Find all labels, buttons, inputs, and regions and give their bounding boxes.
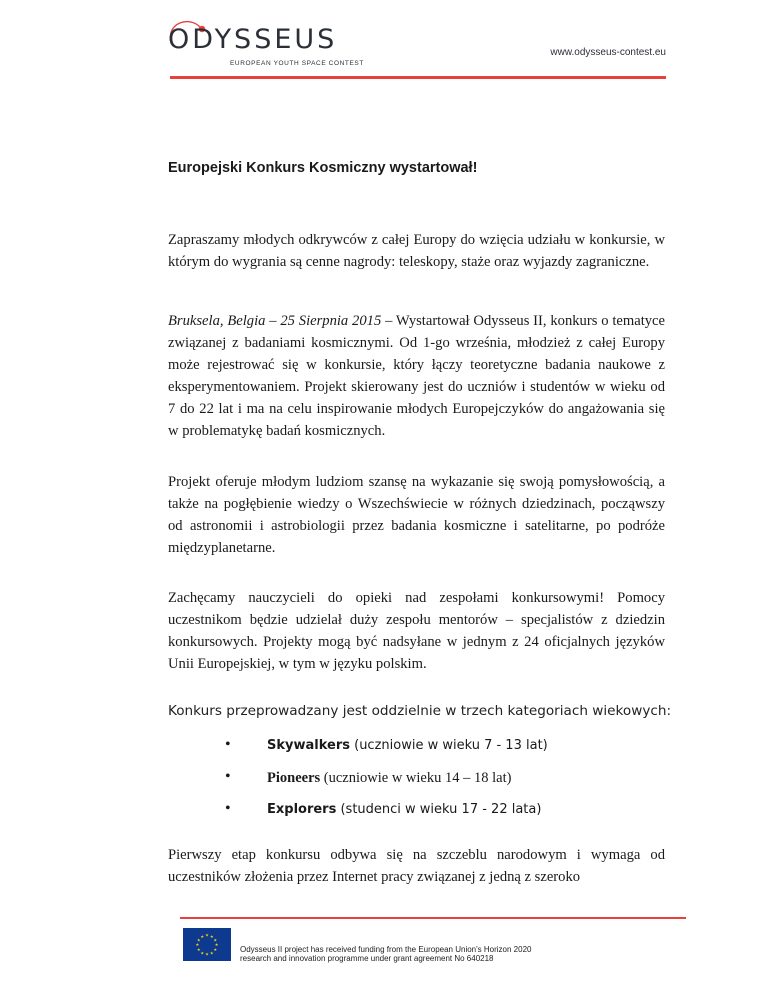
svg-text:★: ★ — [205, 932, 209, 938]
first-stage-paragraph: Pierwszy etap konkursu odbywa się na szczeblu narodowym i wymaga od uczestników złożenia przez Internet pracy związanej z jedną z szeroko — [168, 847, 665, 885]
svg-text:★: ★ — [200, 933, 205, 939]
bullet: • — [225, 736, 231, 753]
eu-flag-icon — [183, 928, 231, 961]
svg-text:★: ★ — [205, 951, 209, 957]
category-name: Skywalkers — [267, 738, 350, 753]
logo-wordmark: ODYSSEUS — [168, 24, 338, 55]
footer-divider — [180, 917, 686, 919]
svg-text:★: ★ — [209, 950, 214, 956]
project-offer-paragraph: Projekt oferuje młodym ludziom szansę na wykazanie się swoją pomysłowością, a także na pogłębienie wiedzy o Wszechświecie w różnych dziedzinach, począwszy od astronomii i astrobiologii przez badania kosmiczne i satelitarne, po podróże międzyplanetarne. — [168, 474, 665, 556]
svg-text:★: ★ — [209, 933, 214, 939]
category-detail: (uczniowie w wieku 7 - 13 lat) — [349, 738, 548, 753]
list-item — [225, 802, 548, 834]
dateline: Bruksela, Belgia – 25 Sierpnia 2015 — [168, 313, 382, 329]
categories-intro: Konkurs przeprowadzany jest oddzielnie w trzech kategoriach wiekowych: — [168, 703, 672, 719]
category-list — [225, 738, 548, 834]
category-name: Pioneers — [267, 770, 321, 786]
eu-stars-icon — [183, 928, 231, 961]
dateline-paragraph — [168, 310, 665, 442]
bullet: • — [225, 800, 231, 817]
odysseus-logo — [168, 12, 364, 70]
svg-text:★: ★ — [200, 950, 205, 956]
svg-text:★: ★ — [195, 942, 200, 948]
bullet: • — [225, 768, 231, 785]
list-item — [225, 738, 548, 770]
header-divider — [170, 76, 666, 79]
funding-line-2: research and innovation programme under grant agreement No 640218 — [240, 954, 494, 963]
logo-tagline: EUROPEAN YOUTH SPACE CONTEST — [230, 60, 364, 67]
website-url[interactable]: www.odysseus-contest.eu — [550, 47, 666, 58]
svg-text:★: ★ — [196, 937, 201, 943]
funding-line-1: Odysseus II project has received funding from the European Union's Horizon 2020 — [240, 945, 532, 954]
list-item — [225, 770, 548, 802]
category-name: Explorers — [267, 802, 337, 817]
svg-text:★: ★ — [214, 942, 219, 948]
svg-text:★: ★ — [213, 937, 218, 943]
article-heading: Europejski Konkurs Kosmiczny wystartował! — [168, 160, 478, 176]
svg-text:★: ★ — [196, 946, 201, 952]
svg-text:★: ★ — [213, 946, 218, 952]
category-detail: (studenci w wieku 17 - 22 lata) — [336, 802, 542, 817]
category-detail: (uczniowie w wieku 14 – 18 lat) — [320, 770, 512, 786]
funding-notice — [240, 945, 531, 963]
teachers-paragraph: Zachęcamy nauczycieli do opieki nad zespołami konkursowymi! Pomocy uczestnikom będzie udzielał duży zespołu mentorów – specjalistów z dziedzin konkursowych. Projekty mogą być nadsyłane w jednym z 24 oficjalnych języków Unii Europejskiej, w tym w języku polskim. — [168, 590, 665, 672]
intro-paragraph: Zapraszamy młodych odkrywców z całej Europy do wzięcia udziału w konkursie, w którym do wygrania są cenne nagrody: teleskopy, staże oraz wyjazdy zagraniczne. — [168, 232, 665, 270]
dateline-paragraph-body: – Wystartował Odysseus II, konkurs o tematyce związanej z badaniami kosmicznymi. Od 1-go września, młodzież z całej Europy może rejestrować się w konkursie, który łączy teoretyczne badania naukowe z eksperymentowaniem. Projekt skierowany jest do uczniów i studentów w wieku od 7 do 22 lat i ma na celu inspirowanie młodych Europejczyków do angażowania się w problematykę badań kosmicznych. — [168, 313, 665, 439]
